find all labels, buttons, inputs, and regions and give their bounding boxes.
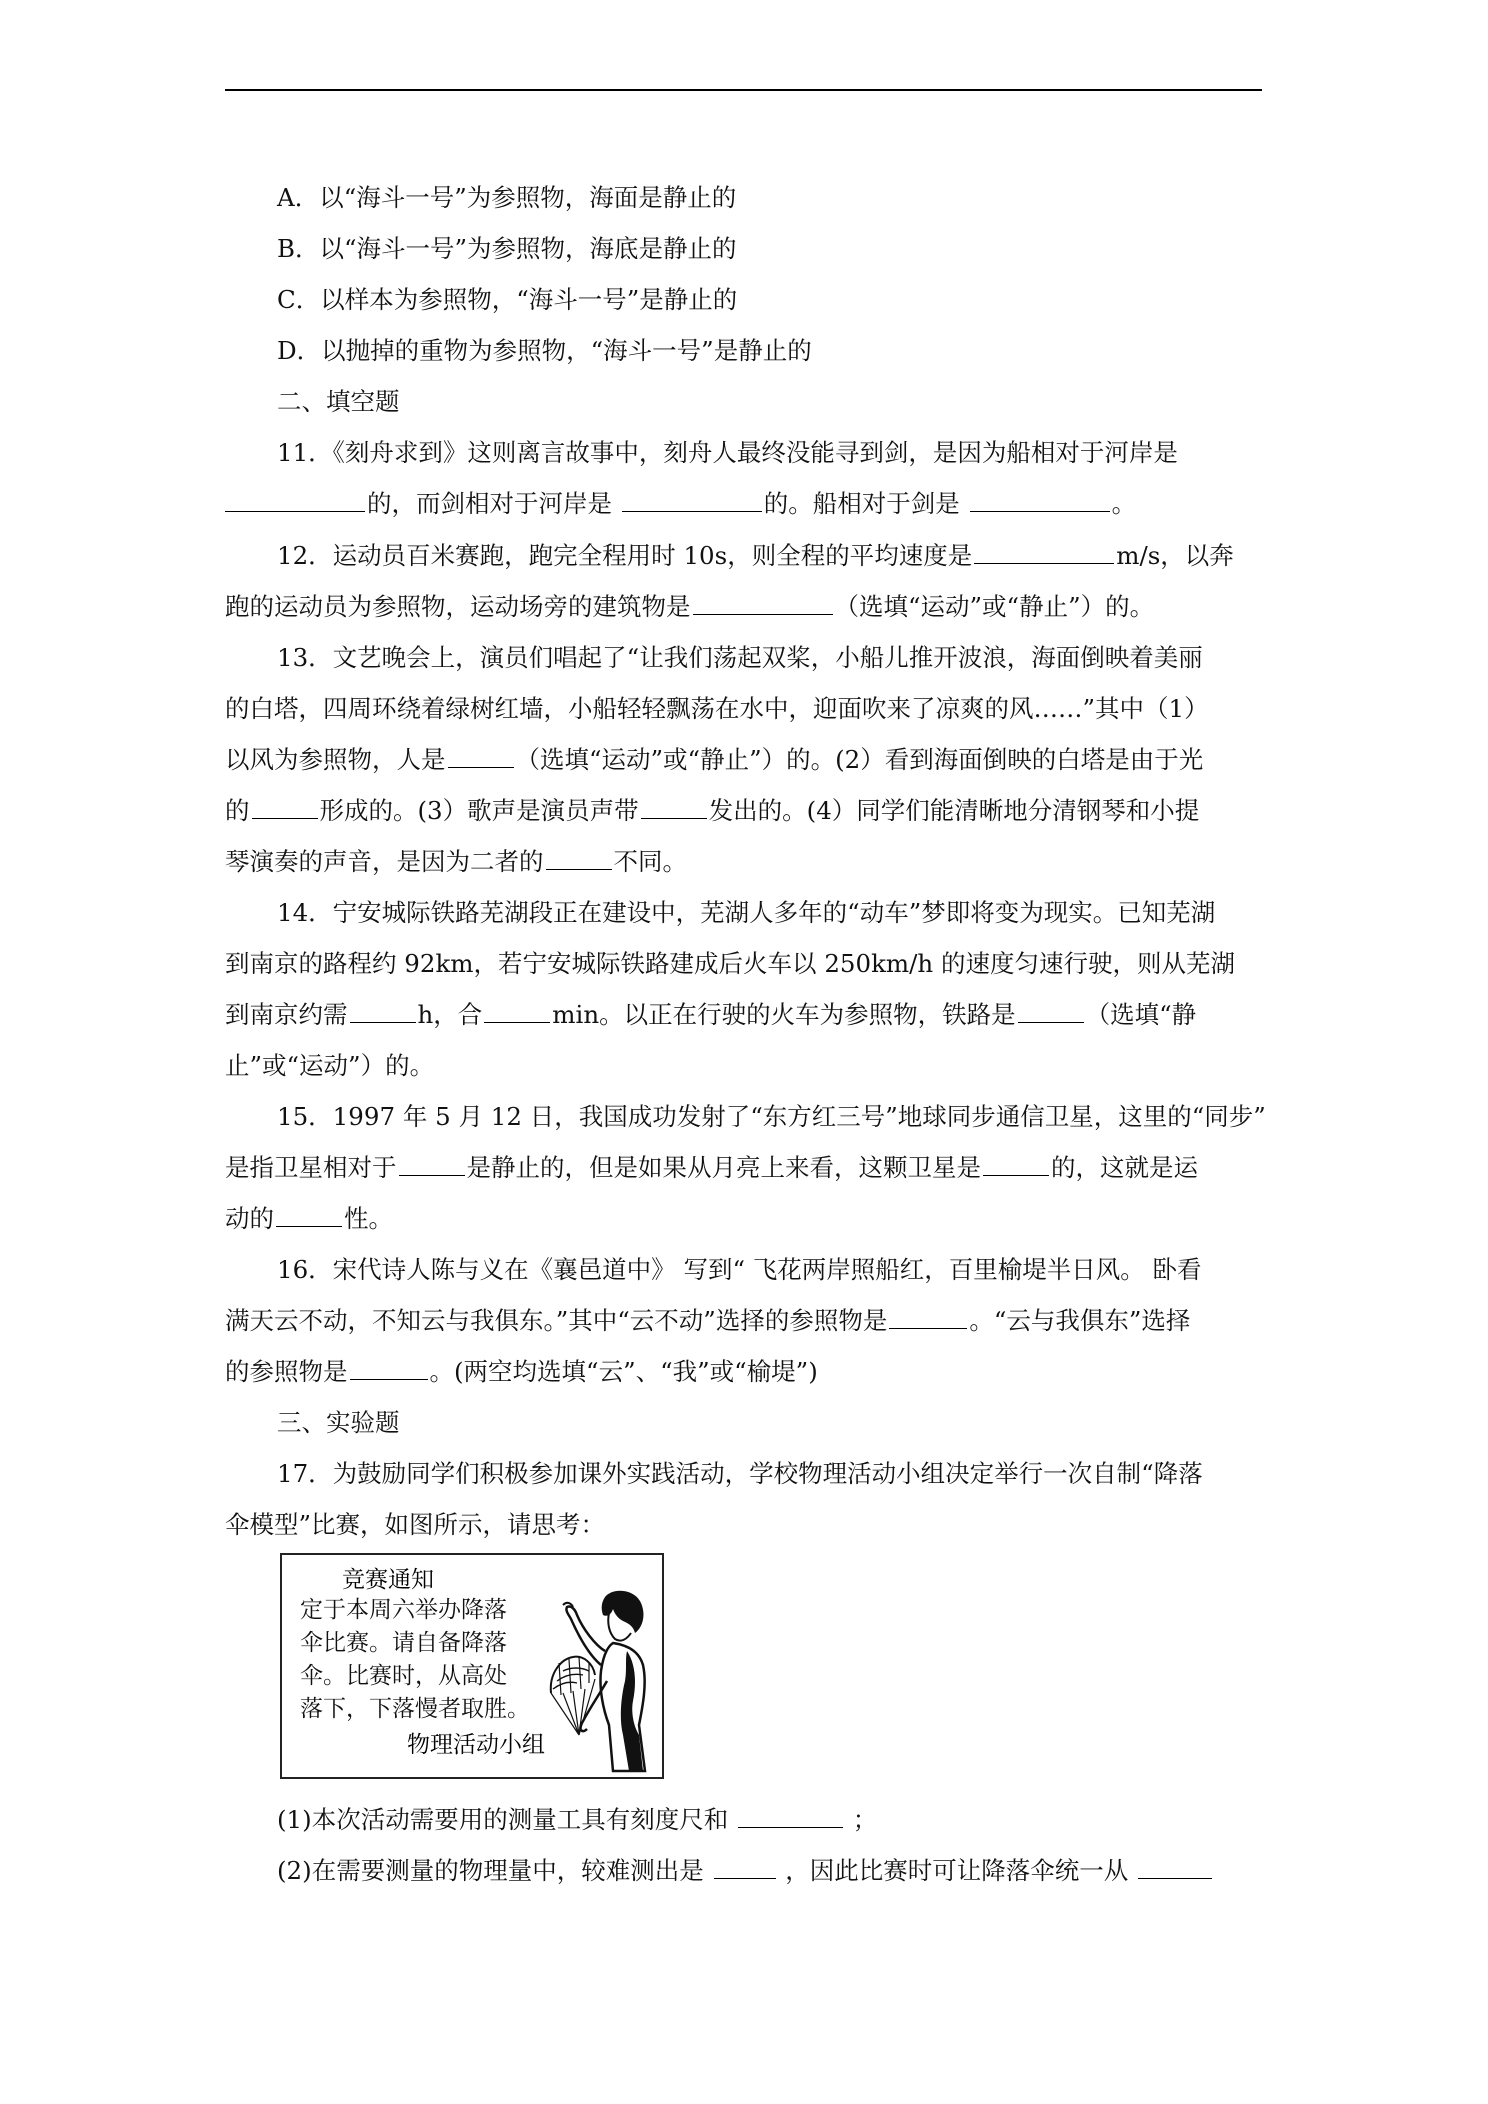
option-d: D．以抛掉的重物为参照物，“海斗一号”是静止的 xyxy=(277,336,812,365)
answer-blank[interactable] xyxy=(252,796,318,819)
text-segment: h，合 xyxy=(417,1000,483,1029)
question-16-line-1: 16．宋代诗人陈与义在《襄邑道中》 写到“ 飞花两岸照船红，百里榆堤半日风。 卧看 xyxy=(277,1255,1202,1284)
notice-line: 定于本周六举办降落 xyxy=(300,1597,507,1623)
question-16-line-3 xyxy=(225,1357,818,1387)
notice-body xyxy=(300,1594,530,1726)
text-segment: 12．运动员百米赛跑，跑完全程用时 10s，则全程的平均速度是 xyxy=(277,541,973,570)
answer-blank[interactable] xyxy=(484,1000,550,1023)
notice-line: 落下，下落慢者取胜。 xyxy=(300,1696,530,1722)
question-13-line-3 xyxy=(225,745,1203,775)
answer-blank[interactable] xyxy=(1018,1000,1084,1023)
text-segment: ，因此比赛时可让降落伞统一从 xyxy=(777,1856,1137,1885)
text-segment: (1)本次活动需要用的测量工具有刻度尺和 xyxy=(277,1805,736,1834)
question-15-line-3 xyxy=(225,1204,393,1234)
header-rule xyxy=(225,89,1262,91)
answer-blank[interactable] xyxy=(714,1856,776,1879)
text-segment: ； xyxy=(845,1805,878,1834)
text-segment: (2)在需要测量的物理量中，较难测出是 xyxy=(277,1856,712,1885)
answer-blank[interactable] xyxy=(622,489,762,512)
section-heading-fill-in: 二、填空题 xyxy=(277,387,400,416)
answer-blank[interactable] xyxy=(276,1204,342,1227)
text-segment: 琴演奏的声音，是因为二者的 xyxy=(225,847,544,876)
answer-blank[interactable] xyxy=(970,489,1110,512)
question-12-line-1 xyxy=(277,541,1234,571)
text-segment: 。(两空均选填“云”、“我”或“榆堤”) xyxy=(429,1357,818,1386)
text-segment: 的。船相对于剑是 xyxy=(763,489,968,518)
text-segment: 是静止的，但是如果从月亮上来看，这颗卫星是 xyxy=(466,1153,981,1182)
text-segment: 形成的。(3）歌声是演员声带 xyxy=(319,796,639,825)
text-segment: min。以正在行驶的火车为参照物，铁路是 xyxy=(552,1000,1016,1029)
question-14-line-2: 到南京的路程约 92km，若宁安城际铁路建成后火车以 250km/h 的速度匀速行驶，则从芜湖 xyxy=(225,949,1235,978)
question-13-line-4 xyxy=(225,796,1199,826)
option-c: C．以样本为参照物，“海斗一号”是静止的 xyxy=(277,285,738,314)
answer-blank[interactable] xyxy=(1138,1856,1212,1879)
answer-blank[interactable] xyxy=(350,1000,416,1023)
text-segment: 的参照物是 xyxy=(225,1357,348,1386)
answer-blank[interactable] xyxy=(546,847,612,870)
question-12-line-2 xyxy=(225,592,1154,622)
question-15-line-1: 15．1997 年 5 月 12 日，我国成功发射了“东方红三号”地球同步通信卫星，这里的“同步” xyxy=(277,1102,1266,1131)
text-segment: 到南京约需 xyxy=(225,1000,348,1029)
text-segment: 不同。 xyxy=(613,847,687,876)
option-b: B．以“海斗一号”为参照物，海底是静止的 xyxy=(277,234,737,263)
answer-blank[interactable] xyxy=(974,541,1114,564)
competition-notice-figure xyxy=(280,1553,664,1779)
question-14-line-4: 止”或“运动”）的。 xyxy=(225,1051,435,1080)
text-segment: （选填“静 xyxy=(1085,1000,1197,1029)
question-17-part-1 xyxy=(277,1805,877,1835)
question-13-line-1: 13．文艺晚会上，演员们唱起了“让我们荡起双桨，小船儿推开波浪，海面倒映着美丽 xyxy=(277,643,1203,672)
text-segment: （选填“运动”或“静止”）的。 xyxy=(834,592,1155,621)
text-segment: 的，而剑相对于河岸是 xyxy=(367,489,620,518)
answer-blank[interactable] xyxy=(889,1306,967,1329)
question-14-line-3 xyxy=(225,1000,1196,1030)
notice-line: 伞。比赛时，从高处 xyxy=(300,1663,507,1689)
notice-title: 竞赛通知 xyxy=(342,1567,434,1593)
question-17-line-2: 伞模型”比赛，如图所示，请思考： xyxy=(225,1510,606,1539)
answer-blank[interactable] xyxy=(448,745,514,768)
text-segment: 性。 xyxy=(344,1204,393,1233)
text-segment: 动的 xyxy=(225,1204,274,1233)
answer-blank[interactable] xyxy=(225,489,365,512)
text-segment: 。 xyxy=(1111,489,1137,518)
text-segment: m/s，以奔 xyxy=(1116,541,1234,570)
text-segment: 的，这就是运 xyxy=(1051,1153,1198,1182)
question-11-line-1: 11．《刻舟求到》这则离言故事中，刻舟人最终没能寻到剑，是因为船相对于河岸是 xyxy=(277,438,1178,467)
text-segment: 发出的。(4）同学们能清晰地分清钢琴和小提 xyxy=(708,796,1200,825)
question-15-line-2 xyxy=(225,1153,1198,1183)
answer-blank[interactable] xyxy=(693,592,833,615)
text-segment: 跑的运动员为参照物，运动场旁的建筑物是 xyxy=(225,592,691,621)
notice-line: 伞比赛。请自备降落 xyxy=(300,1630,507,1656)
text-segment: （选填“运动”或“静止”）的。(2）看到海面倒映的白塔是由于光 xyxy=(515,745,1204,774)
question-16-line-2 xyxy=(225,1306,1190,1336)
question-11-line-2 xyxy=(225,489,1136,519)
text-segment: 满天云不动，不知云与我俱东。”其中“云不动”选择的参照物是 xyxy=(225,1306,888,1335)
text-segment: 是指卫星相对于 xyxy=(225,1153,397,1182)
text-segment: 的 xyxy=(225,796,250,825)
answer-blank[interactable] xyxy=(641,796,707,819)
question-17-part-2 xyxy=(277,1856,1214,1886)
question-14-line-1: 14．宁安城际铁路芜湖段正在建设中，芜湖人多年的“动车”梦即将变为现实。已知芜湖 xyxy=(277,898,1216,927)
notice-signature: 物理活动小组 xyxy=(407,1732,545,1758)
answer-blank[interactable] xyxy=(350,1357,428,1380)
text-segment: 。“云与我俱东”选择 xyxy=(969,1306,1191,1335)
text-segment: 以风为参照物，人是 xyxy=(225,745,446,774)
answer-blank[interactable] xyxy=(738,1805,843,1828)
option-a: A．以“海斗一号”为参照物，海面是静止的 xyxy=(277,183,737,212)
person-with-parachute-illustration xyxy=(543,1585,658,1773)
question-13-line-5 xyxy=(225,847,687,877)
section-heading-experiment: 三、实验题 xyxy=(277,1408,400,1437)
question-13-line-2: 的白塔，四周环绕着绿树红墙，小船轻轻飘荡在水中，迎面吹来了凉爽的风……”其中（1） xyxy=(225,694,1209,723)
answer-blank[interactable] xyxy=(983,1153,1049,1176)
question-17-line-1: 17．为鼓励同学们积极参加课外实践活动，学校物理活动小组决定举行一次自制“降落 xyxy=(277,1459,1203,1488)
answer-blank[interactable] xyxy=(399,1153,465,1176)
